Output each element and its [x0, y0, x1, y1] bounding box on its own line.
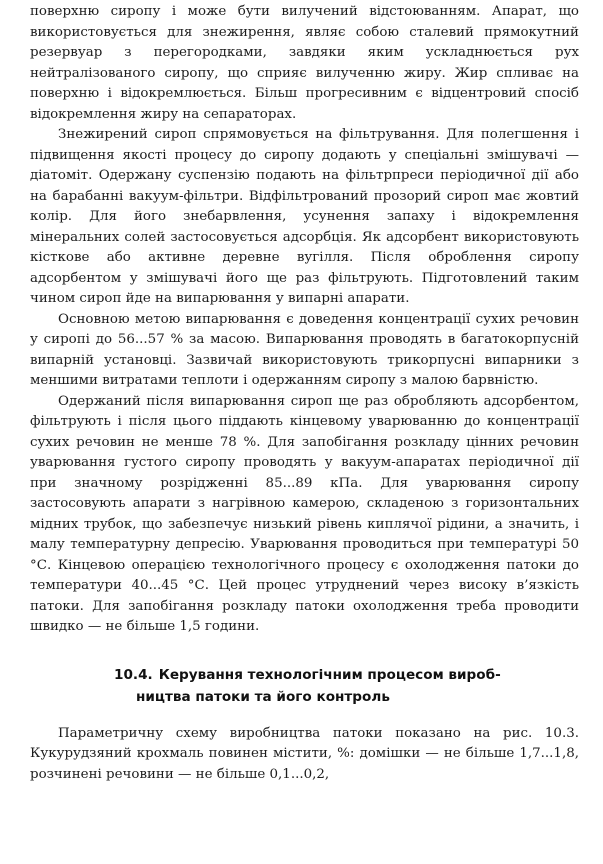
paragraph-final-boiling: Одержаний після випарювання сироп ще раз обробляють адсорбентом, фільтрують і після цього піддають кінцевому уварюванню до концентрації сухих речовин не менше 78 %. Для запобігання розкладу цінних речовин уварювання густого сиропу проводять у вакуум-апаратах періодичної дії при значному розрідженні 85...89 кПа. Для уварювання сиропу застосовують апарати з нагрівною камерою, складеною з горизонтальних мідних трубок, що забезпечує низький рівень киплячої рідини, а значить, і малу температурну депресію. Уварювання проводиться при температурі 50 °С. Кінцевою операцією технологічного процесу є охолодження патоки до температури 40...45 °С. Цей процес утруднений через високу в’язкість патоки. Для запобігання розкладу патоки охолодження треба проводити швидко — не більше 1,5 години.: [30, 393, 579, 634]
paragraph-degreasing: поверхню сиропу і може бути вилучений відстоюванням. Апарат, що використовується для знежирення, являє собою сталевий прямокутний резервуар з перегородками, завдяки яким ускладнюється рух нейтралізованого сиропу, що сприяє вилученню жиру. Жир спливає на поверхню і відокремлюється. Більш прогресивним є відцентровий спосіб відокремлення жиру на сепараторах.: [30, 4, 579, 122]
paragraph-evaporation: Основною метою випарювання є доведення концентрації сухих речовин у сиропі до 56...57 % за масою. Випарювання проводять в багатокорпусній випарній установці. Зазвичай використовують трикорпусні випарники з меншими витратами теплоти і одержанням сиропу з малою барвністю.: [30, 311, 579, 388]
document-page: [30, 2, 579, 785]
paragraph-filtration: Знежирений сироп спрямовується на фільтрування. Для полегшення і підвищення якості процесу до сиропу додають у спеціальні змішувачі — діатоміт. Одержану суспензію подають на фільтрпреси періодичної дії або на барабанні вакуум-фільтри. Відфільтрований прозорий сироп має жовтий колір. Для його знебарвлення, усунення запаху і відокремлення мінеральних солей застосовується адсорбція. Як адсорбент використовують кісткове або активне деревне вугілля. Після оброблення сиропу адсорбентом у змішувачі його ще раз фільтрують. Підготовлений таким чином сироп йде на випарювання у випарні апарати.: [30, 127, 579, 306]
section-heading: [30, 664, 579, 708]
section-title-line2: ництва патоки та його контроль: [136, 688, 390, 705]
section-title-line1: Керування технологічним процесом вироб-: [158, 666, 501, 683]
paragraph-parametric-scheme: Параметричну схему виробництва патоки показано на рис. 10.3. Кукурудзяний крохмаль повинен містити, %: домішки — не більше 1,7...1,8, розчинені речовини — не більше 0,1...0,2,: [30, 725, 579, 782]
section-number: 10.4.: [114, 666, 153, 683]
